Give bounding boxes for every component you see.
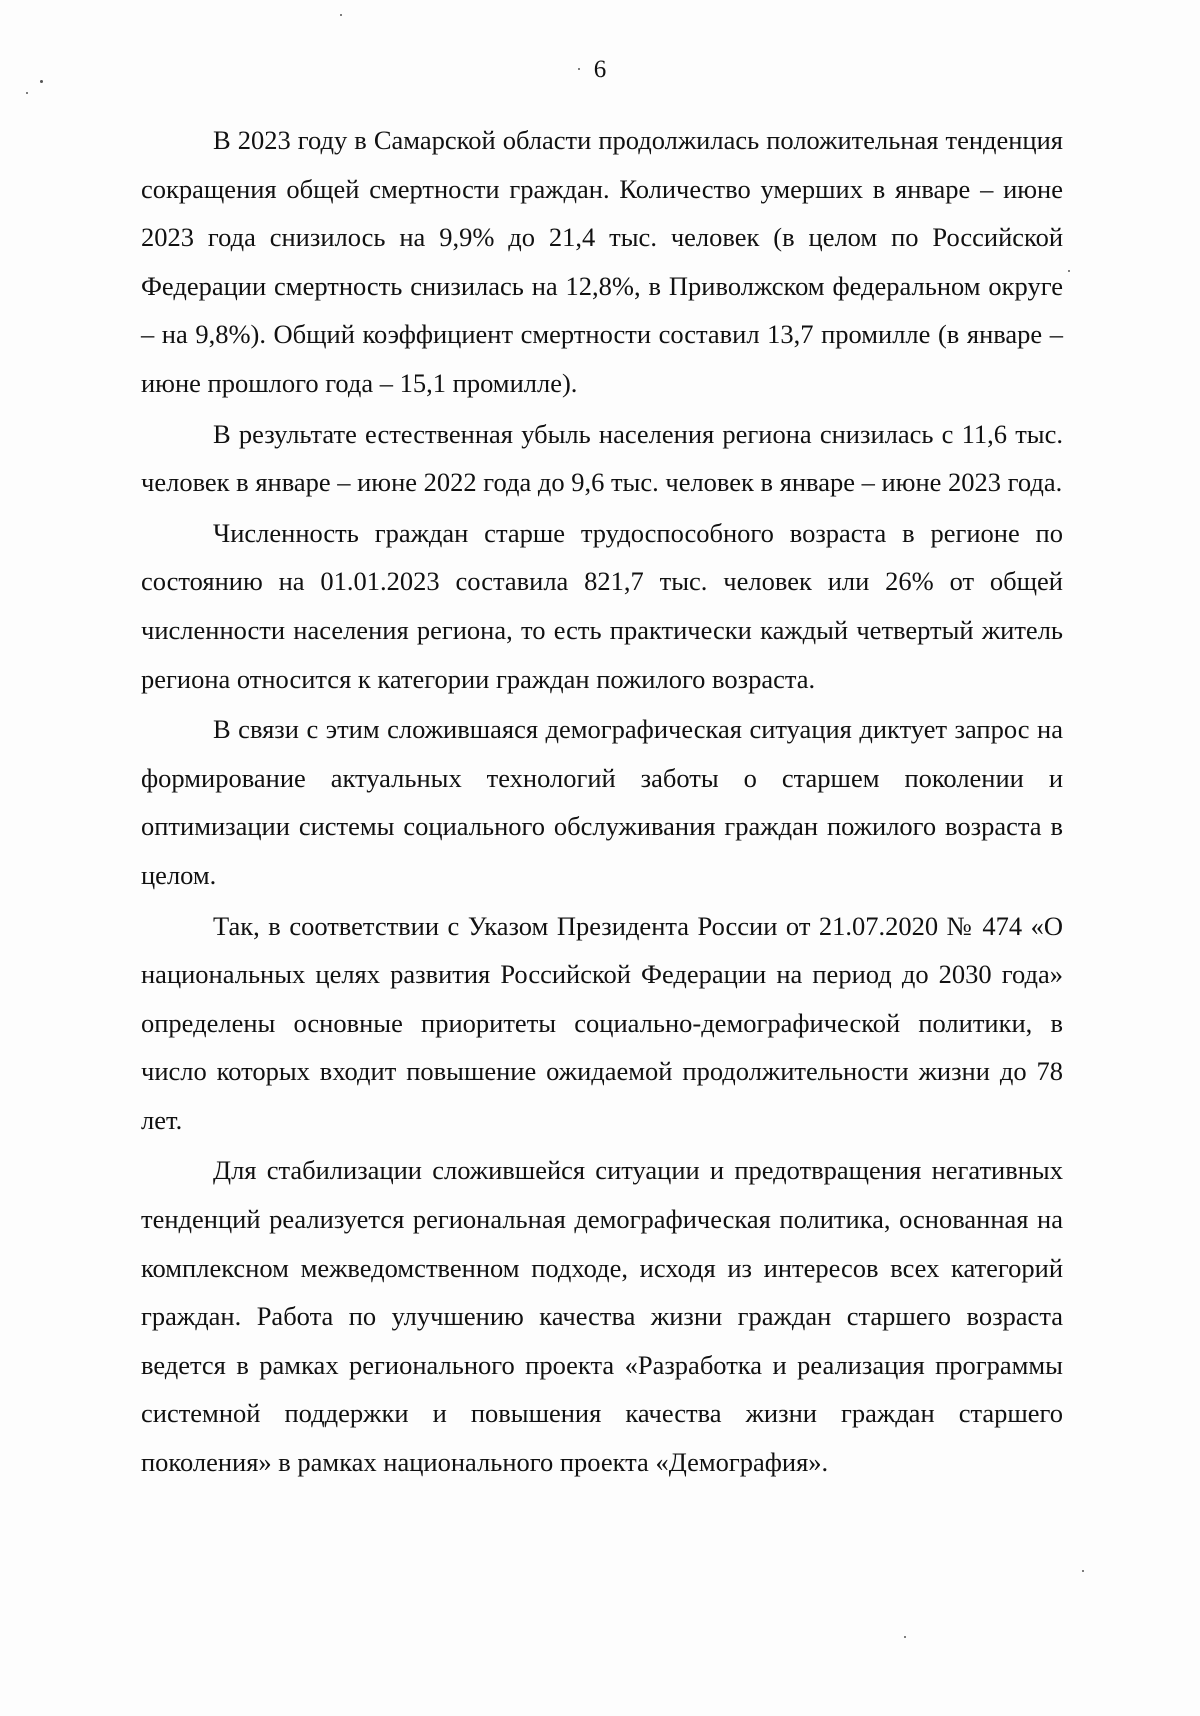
page-number: 6 bbox=[593, 56, 607, 83]
scan-speck bbox=[578, 68, 580, 70]
paragraph: В 2023 году в Самарской области продолжилась положительная тенденция сокращения общей смертности граждан. Количество умерших в январе – июне 2023 года снизилось на 9,9% до 21,4 тыс. человек (в целом по Российской Федерации смертность снизилась на 12,8%, в Приволжском федеральном округе – на 9,8%). Общий коэффициент смертности составил 13,7 промилле (в январе – июне прошлого года – 15,1 промилле). bbox=[141, 125, 1063, 398]
scan-speck bbox=[904, 1636, 906, 1638]
scan-speck bbox=[1082, 1570, 1084, 1572]
scan-speck bbox=[26, 92, 28, 94]
scan-speck bbox=[40, 80, 43, 83]
paragraph: В результате естественная убыль населения региона снизилась с 11,6 тыс. человек в январе – июне 2022 года до 9,6 тыс. человек в январе – июне 2023 года. bbox=[141, 418, 1063, 498]
paragraph: Так, в соответствии с Указом Президента России от 21.07.2020 № 474 «О национальных целях развития Российской Федерации на период до 2030 года» определены основные приоритеты социально-демографической политики, в число которых входит повышение ожидаемой продолжительности жизни до 78 лет. bbox=[141, 910, 1063, 1135]
scan-speck bbox=[1068, 270, 1070, 272]
paragraph: Численность граждан старше трудоспособного возраста в регионе по состоянию на 01.01.2023 составила 821,7 тыс. человек или 26% от общей численности населения региона, то есть практически каждый четвертый житель региона относится к категории граждан пожилого возраста. bbox=[141, 517, 1063, 694]
scan-speck bbox=[340, 14, 342, 16]
document-body bbox=[141, 116, 1063, 1489]
paragraph: Для стабилизации сложившейся ситуации и предотвращения негативных тенденций реализуется региональная демографическая политика, основанная на комплексном межведомственном подходе, исходя из интересов всех категорий граждан. Работа по улучшению качества жизни граждан старшего возраста ведется в рамках регионального проекта «Разработка и реализация программы системной поддержки и повышения качества жизни граждан старшего поколения» в рамках национального проекта «Демография». bbox=[141, 1155, 1063, 1478]
paragraph: В связи с этим сложившаяся демографическая ситуация диктует запрос на формирование актуальных технологий заботы о старшем поколении и оптимизации системы социального обслуживания граждан пожилого возраста в целом. bbox=[141, 714, 1063, 890]
